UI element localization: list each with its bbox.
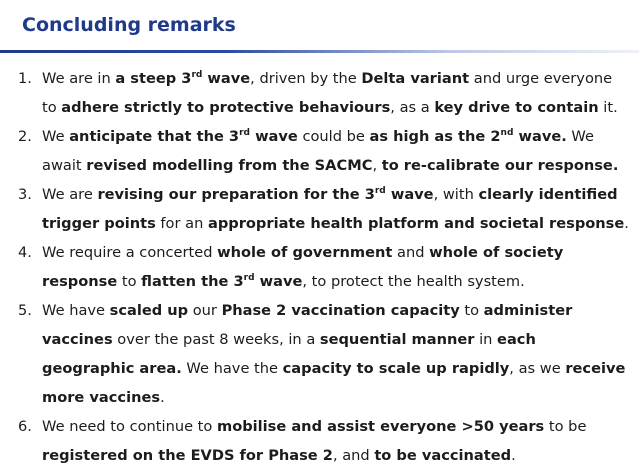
item-number: 4. bbox=[18, 244, 32, 261]
bold-text: whole of society response bbox=[42, 244, 564, 290]
plain-text: to bbox=[459, 302, 484, 319]
bold-text: clearly identified trigger points bbox=[42, 186, 618, 232]
superscript: rd bbox=[243, 273, 255, 283]
superscript: rd bbox=[191, 70, 203, 80]
bold-text: a steep 3 bbox=[115, 70, 192, 87]
list-item bbox=[18, 180, 630, 238]
plain-text: our bbox=[188, 302, 222, 319]
bold-text: registered on the EVDS for Phase 2 bbox=[42, 447, 333, 464]
bold-text: Delta variant bbox=[361, 70, 470, 87]
bold-text: receive more vaccines bbox=[42, 360, 626, 406]
bold-text: revising our preparation for the 3 bbox=[97, 186, 375, 203]
slide-title: Concluding remarks bbox=[22, 14, 236, 36]
plain-text: . bbox=[160, 389, 165, 406]
bold-text: administer vaccines bbox=[42, 302, 573, 348]
plain-text: We are bbox=[42, 186, 98, 203]
bold-text: whole of government bbox=[217, 244, 393, 261]
item-number: 3. bbox=[18, 186, 32, 203]
item-text bbox=[42, 412, 630, 470]
item-text bbox=[42, 180, 630, 238]
plain-text: and bbox=[392, 244, 430, 261]
bold-text: anticipate that the 3 bbox=[69, 128, 240, 145]
plain-text: We have bbox=[42, 302, 110, 319]
plain-text: , driven by the bbox=[250, 70, 362, 87]
bold-text: appropriate health platform and societal response bbox=[207, 215, 625, 232]
plain-text: . bbox=[624, 215, 629, 232]
bold-text: mobilise and assist everyone >50 years bbox=[216, 418, 545, 435]
remarks-list bbox=[18, 64, 630, 470]
bold-text: adhere strictly to protective behaviours bbox=[61, 99, 391, 116]
item-text bbox=[42, 238, 630, 296]
bold-text: wave bbox=[202, 70, 251, 87]
title-divider bbox=[0, 50, 639, 53]
plain-text: and urge everyone to bbox=[42, 70, 613, 116]
plain-text: We need to continue to bbox=[42, 418, 217, 435]
bold-text: sequential manner bbox=[319, 331, 475, 348]
bold-text: revised modelling from the SACMC bbox=[86, 157, 373, 174]
bold-text: capacity to scale up rapidly bbox=[282, 360, 510, 377]
plain-text: We are in bbox=[42, 70, 116, 87]
plain-text: to be bbox=[544, 418, 587, 435]
list-item bbox=[18, 412, 630, 470]
superscript: nd bbox=[500, 128, 514, 138]
item-number: 1. bbox=[18, 70, 32, 87]
item-text bbox=[42, 64, 630, 122]
bold-text: as high as the 2 bbox=[369, 128, 501, 145]
plain-text: , with bbox=[433, 186, 479, 203]
bold-text: each geographic area. bbox=[42, 331, 536, 377]
bold-text: wave bbox=[249, 128, 298, 145]
item-number: 6. bbox=[18, 418, 32, 435]
list-item bbox=[18, 122, 630, 180]
bold-text: to be vaccinated bbox=[374, 447, 512, 464]
plain-text: , as we bbox=[509, 360, 566, 377]
bold-text: scaled up bbox=[109, 302, 189, 319]
item-number: 2. bbox=[18, 128, 32, 145]
list-item bbox=[18, 238, 630, 296]
superscript: rd bbox=[239, 128, 250, 138]
plain-text: to bbox=[117, 273, 142, 290]
bold-text: Phase 2 vaccination capacity bbox=[221, 302, 460, 319]
plain-text: over the past 8 weeks, in a bbox=[112, 331, 320, 348]
plain-text: We bbox=[42, 128, 70, 145]
plain-text: , bbox=[372, 157, 382, 174]
bold-text: wave. bbox=[513, 128, 567, 145]
plain-text: it. bbox=[598, 99, 618, 116]
bold-text: wave bbox=[254, 273, 303, 290]
plain-text: in bbox=[474, 331, 498, 348]
bold-text: wave bbox=[385, 186, 434, 203]
plain-text: We await bbox=[42, 128, 594, 174]
plain-text: for an bbox=[155, 215, 208, 232]
plain-text: , as a bbox=[390, 99, 435, 116]
plain-text: could be bbox=[297, 128, 370, 145]
plain-text: , to protect the health system. bbox=[302, 273, 525, 290]
list-item bbox=[18, 296, 630, 412]
plain-text: We have the bbox=[181, 360, 283, 377]
plain-text: , and bbox=[332, 447, 375, 464]
bold-text: key drive to contain bbox=[434, 99, 599, 116]
plain-text: We require a concerted bbox=[42, 244, 218, 261]
bold-text: flatten the 3 bbox=[141, 273, 244, 290]
list-item bbox=[18, 64, 630, 122]
bold-text: to re-calibrate our response. bbox=[381, 157, 619, 174]
item-number: 5. bbox=[18, 302, 32, 319]
item-text bbox=[42, 296, 630, 412]
superscript: rd bbox=[374, 186, 386, 196]
plain-text: . bbox=[511, 447, 516, 464]
item-text bbox=[42, 122, 630, 180]
